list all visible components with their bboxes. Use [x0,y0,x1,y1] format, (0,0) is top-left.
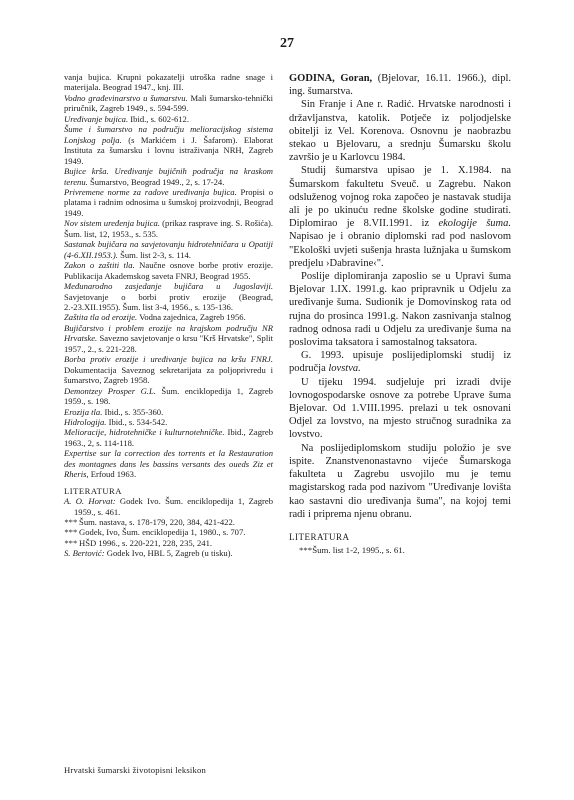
bibliography-entry [64,448,273,479]
entry-title: Bujičarstvo i problem erozije na krajskom području NR Hrvatske. [64,322,273,344]
bibliography-entry [64,218,273,239]
entry-text: (s Markićem i J. Šafarom). Elaborat Instituta za šumarsku i lovnu istraživanja NRH, Zagreb 1949. [64,134,273,166]
bibliography-entry [64,239,273,260]
entry-text: Šum. list 2-3, s. 114. [120,249,191,260]
literature-heading-right: LITERATURA [289,531,350,542]
entry-title: Hidrologija. [64,416,107,427]
entry-title: Uređivanje bujica. [64,113,129,124]
bibliography-entry [64,187,273,218]
literature-item: ***Šum. list 1-2, 1995., s. 61. [299,545,405,556]
bibliography-entry [64,281,273,312]
entry-title: Šume i šumarstvo na području melioracijskog sistema Lonjskog polja. [64,124,273,145]
entry-text: Ibid., s. 355-360. [104,406,164,417]
entry-text: Dokumentacija Saveznog sekretarijata za poljoprivredu i šumarstvo, Zagreb 1958. [64,364,273,386]
entry-text: Ibid., Zagreb 1963., 2, s. 114-118. [64,427,274,448]
biography-paragraph [289,270,511,349]
entry-title: Zakon o zaštiti tla. [64,260,135,271]
literature-item [64,538,273,548]
paragraph-emphasis: ekologije šuma. [438,218,512,230]
entry-title: Sastanak bujičara na savjetovanju hidrotehničara u Opatiji (4-6.XII.1953.). [64,239,273,260]
entry-text: Šum. enciklopedija 1, Zagreb 1959., s. 198. [64,385,273,407]
entry-title: Expertise sur la correction des torrents et la Restauration des montagnes dans les bassins versants des oueds Ziz et Rheris, [64,448,273,480]
literature-text: Godek Ivo. Šum. enciklopedija 1, Zagreb 1959., s. 461. [74,496,273,517]
right-column [289,72,511,557]
entry-text: Propisi o platama i radnim odnosima u šumskoj proizvodnji, Beograd 1949. [64,186,273,218]
literature-item [64,517,273,527]
bibliography-entry [64,93,273,114]
entry-title: Erozija tla. [64,406,103,417]
bibliography-entry [64,114,273,124]
literature-author: *** [64,537,77,548]
biography-paragraph [289,164,511,270]
literature-item [64,548,273,558]
biography-paragraph [289,376,511,442]
literature-text: Godek, Ivo, Šum. enciklopedija 1, 1980., s. 707. [79,527,246,538]
biography-paragraph [289,98,511,164]
biography-paragraph [289,349,511,375]
literature-item [64,496,273,517]
bibliography-entry [64,323,273,354]
entry-text: Erfoud 1963. [90,469,137,480]
bibliography-entry [64,407,273,417]
paragraph-text-continued: Napisao je i obranio diplomski rad pod naslovom "Ekološki uvjeti sušenja hrasta lužnjaka u šumskom predjelu ›Dabravine‹". [289,231,511,269]
literature-list-left [64,496,273,559]
bibliography-entry [64,72,273,93]
entry-text: (prikaz rasprave ing. S. Rošića). Šum. list, 12, 1953., s. 535. [64,218,273,239]
paragraph-emphasis: lovstva. [328,363,361,375]
entry-text: Naučne osnove borbe protiv erozije. Publikacija Akademskog saveta FNRJ, Beograd 1955. [64,260,273,281]
literature-author: A. O. Horvat: [64,496,116,507]
bibliography-entry [64,260,273,281]
entry-title: Demontzey Prosper G.L. [64,385,156,396]
entry-title: Međunarodno zasjedanje bujičara u Jugoslaviji. [64,281,273,292]
entry-text: Savezno savjetovanje o krsu "Krš Hrvatske", Split 1957., 2., s. 221-228. [64,333,273,354]
literature-text: Godek Ivo, HBL 5, Zagreb (u tisku). [106,548,233,559]
entry-text: Ibid., s. 602-612. [130,113,190,124]
entry-text: Ibid., s. 534-542. [108,416,168,427]
bibliography-entry [64,166,273,187]
bibliography-entry [64,427,273,448]
entry-title: Zaštita tla od erozije. [64,312,138,323]
left-column [64,72,273,559]
page-number: 27 [280,36,294,51]
literature-text: HŠD 1996., s. 220-221, 228, 235, 241. [79,537,213,548]
entry-text: Mali šumarsko-tehnički priručnik, Zagreb 1949., s. 594-599. [64,92,273,114]
bibliography-entry [64,354,273,385]
entry-text: vanja bujica. Krupni pokazatelji utroška radne snage i materijala. Beograd 1947., knj. III. [64,72,273,93]
bibliography-list [64,72,273,480]
entry-title: Bujice krša. Uređivanje bujičnih područja na kraskom terenu. [64,166,273,187]
paragraph-text: Na poslijediplomskom studiju položio je sve ispite. Znanstvenonastavno vijeće Šumarskoga fakulteta u Zagrebu usvojilo mu je temu magistarskog rada pod nazivom "Uređivanje lovišta kao sastavni dio uređivanja šuma", na kojoj temi radi i priprema njenu obranu. [289,442,511,520]
entry-title: Nov sistem uređenja bujica. [64,218,160,229]
paragraph-text: U tijeku 1994. sudjeluje pri izradi dvije lovnogospodarske osnove za potrebe Uprave šuma Bjelovar. Od 1.VIII.1995. prelazi u tek osnovani Odjel za lovstvo, na mjesto stručnog suradnika za lovstvo. [289,376,511,441]
bibliography-entry [64,124,273,166]
literature-heading-left: LITERATURA [64,485,122,496]
bibliography-entry [64,312,273,322]
entry-title: Melioracije, hidrotehničke i kulturnotehničke. [64,427,225,438]
bibliography-entry [64,386,273,407]
literature-list-right [289,544,511,557]
literature-item [64,527,273,537]
bibliography-entry [64,417,273,427]
paragraph-text: Studij šumarstva upisao je 1. X.1984. na Šumarskom fakultetu Sveuč. u Zagrebu. Nakon odsluženog vojnog roka započeo je nastavak studija ali je po ukinuću redne školske godine studirati. Diplomirao je 8.VII.1991. iz [289,165,511,230]
entry-text: Savjetovanje o borbi protiv erozije (Beograd, 2.-23.XII.1955). Šum. list 3-4, 1956., s. 135-136. [64,291,273,312]
page-footer: Hrvatski šumarski životopisni leksikon [64,765,206,775]
entry-name: GODINA, Goran, [289,73,373,84]
literature-author: *** [64,527,77,538]
biography-paragraph [289,442,511,521]
literature-text: Šum. nastava, s. 178-179, 220, 384, 421-422. [79,517,235,528]
literature-author: S. Bertović: [64,548,105,559]
entry-header-details: (Bjelovar, 16.11. 1966.), dipl. ing. šumarstva. [289,73,511,98]
literature-author: *** [64,517,77,528]
paragraph-text: G. 1993. upisuje poslijediplomski studij iz područja [289,350,511,375]
paragraph-text: Poslije diplomiranja zaposlio se u Upravi šuma Bjelovar 1.IX. 1991.g. kao pripravnik u Odjelu za uređivanje šuma. Sudionik je Domovinskog rata od rujna do prosinca 1991.g. Nakon zasnivanja stalnog radnog odnosa radi u Odjelu za uređivanje šuma na poslovima taksatora i samostalnog taksatora. [289,271,511,349]
entry-title: Borba protiv erozije i uređivanje bujica na kršu FNRJ. [64,354,273,365]
entry-text: Vodna zajednica, Zagreb 1956. [139,312,246,323]
entry-title: Privremene norme za radove uređivanja bujica. [64,186,237,197]
entry-header [289,72,511,98]
entry-text: Šumarstvo, Beograd 1949., 2, s. 17-24. [89,176,225,187]
biography-text [289,98,511,521]
paragraph-text: Sin Franje i Ane r. Radić. Hrvatske narodnosti i državljanstva, katolik. Potječe iz poljodjelske obitelji iz Vel. Korenova. Osnovnu je naobrazbu stekao u Bjelovaru, a srednju Šumarsku školu završio je u Karlovcu 1984. [289,99,511,164]
entry-title: Vodno građevinarstvo u šumarstvu. [64,92,188,103]
